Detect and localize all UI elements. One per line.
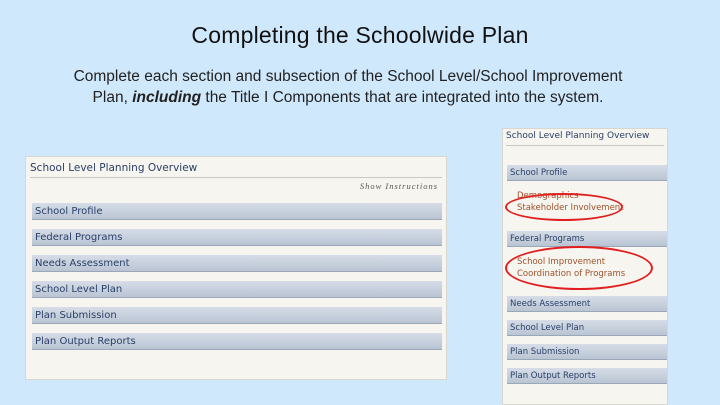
title-divider xyxy=(30,177,442,178)
body-text-end: the Title I Components that are integrated into the system. xyxy=(201,89,604,106)
section-plan-output-reports[interactable]: Plan Output Reports xyxy=(507,368,667,384)
section-plan-submission[interactable]: Plan Submission xyxy=(507,344,667,360)
planning-overview-panel-left xyxy=(25,156,447,380)
section-federal-programs[interactable]: Federal Programs xyxy=(507,231,667,247)
section-federal-programs[interactable]: Federal Programs xyxy=(32,229,442,246)
panel-title: School Level Planning Overview xyxy=(30,162,198,174)
section-plan-output-reports[interactable]: Plan Output Reports xyxy=(32,333,442,350)
slide-body-text xyxy=(60,66,636,108)
panel-title: School Level Planning Overview xyxy=(506,131,650,141)
title-divider xyxy=(506,145,664,146)
body-text-emphasis: including xyxy=(132,89,202,106)
subsection-stakeholder-involvement[interactable]: Stakeholder Involvement xyxy=(517,203,624,213)
section-school-level-plan[interactable]: School Level Plan xyxy=(32,281,442,298)
slide-title: Completing the Schoolwide Plan xyxy=(191,22,529,48)
subsection-demographics[interactable]: Demographics xyxy=(517,191,579,201)
subsection-coordination-of-programs[interactable]: Coordination of Programs xyxy=(517,269,626,279)
section-needs-assessment[interactable]: Needs Assessment xyxy=(507,296,667,312)
section-needs-assessment[interactable]: Needs Assessment xyxy=(32,255,442,272)
highlight-circle-stakeholder xyxy=(505,193,623,221)
highlight-circle-federal-subs xyxy=(505,246,653,290)
body-text-start: Complete each section and subsection of the School Level/School Improvement Plan, xyxy=(73,68,623,106)
section-plan-submission[interactable]: Plan Submission xyxy=(32,307,442,324)
section-school-profile[interactable]: School Profile xyxy=(507,165,667,181)
show-instructions-link[interactable]: Show Instructions xyxy=(359,181,438,191)
section-school-level-plan[interactable]: School Level Plan xyxy=(507,320,667,336)
section-school-profile[interactable]: School Profile xyxy=(32,203,442,220)
subsection-school-improvement[interactable]: School Improvement xyxy=(517,257,606,267)
